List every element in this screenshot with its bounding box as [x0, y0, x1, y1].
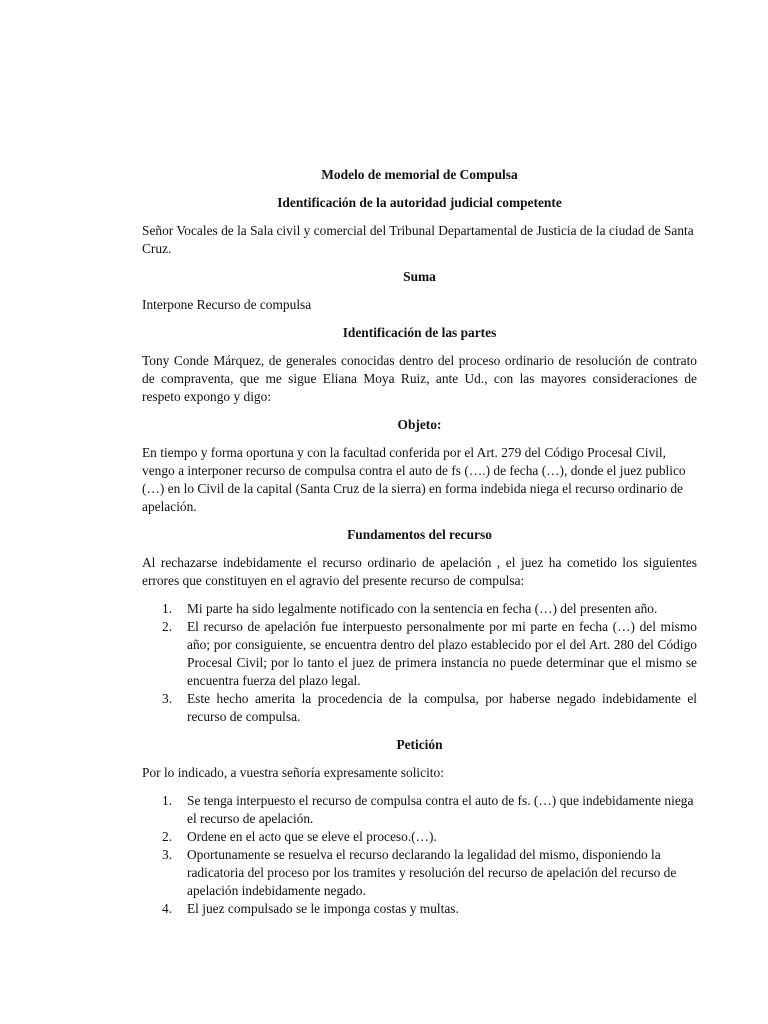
list-item: [142, 900, 697, 918]
list-item: [142, 828, 697, 846]
fundamentos-heading: Fundamentos del recurso: [347, 527, 492, 542]
list-item: [142, 846, 697, 900]
document-page: [142, 166, 697, 928]
peticion-paragraph: Por lo indicado, a vuestra señoría expresamente solicito:: [142, 765, 444, 780]
list-number: 4.: [162, 901, 173, 916]
document-title: Modelo de memorial de Compulsa: [321, 167, 518, 182]
authority-paragraph: Señor Vocales de la Sala civil y comercial del Tribunal Departamental de Justicia de la ciudad de Santa Cruz.: [142, 223, 694, 256]
list-number: 2.: [162, 619, 173, 634]
peticion-heading: Petición: [396, 737, 443, 752]
list-item-text: Ordene en el acto que se eleve el proceso.(…).: [187, 829, 437, 844]
list-item-text: Oportunamente se resuelva el recurso declarando la legalidad del mismo, disponiendo la radicatoria del proceso por los tramites y resolución del recurso de apelación del recurso de apelación indebidamente negado.: [187, 847, 677, 898]
authority-heading: Identificación de la autoridad judicial competente: [277, 195, 562, 210]
list-number: 3.: [162, 847, 173, 862]
list-number: 3.: [162, 691, 173, 706]
suma-heading: Suma: [403, 269, 436, 284]
list-item-text: El juez compulsado se le imponga costas y multas.: [187, 901, 459, 916]
objeto-paragraph: En tiempo y forma oportuna y con la facultad conferida por el Art. 279 del Código Procesal Civil, vengo a interponer recurso de compulsa contra el auto de fs (….) de fecha (…), donde el juez publico (…) en lo Civil de la capital (Santa Cruz de la sierra) en forma indebida niega el recurso ordinario de apelación.: [142, 445, 686, 514]
list-number: 2.: [162, 829, 173, 844]
list-item-text: Se tenga interpuesto el recurso de compulsa contra el auto de fs. (…) que indebidamente niega el recurso de apelación.: [187, 793, 694, 826]
parties-paragraph: Tony Conde Márquez, de generales conocidas dentro del proceso ordinario de resolución de contrato de compraventa, que me sigue Eliana Moya Ruiz, ante Ud., con las mayores consideraciones de respeto expongo y digo:: [142, 353, 697, 404]
list-number: 1.: [162, 601, 173, 616]
parties-heading: Identificación de las partes: [342, 325, 497, 340]
objeto-heading: Objeto:: [397, 417, 442, 432]
fundamentos-list: [142, 600, 697, 726]
suma-paragraph: Interpone Recurso de compulsa: [142, 297, 312, 312]
list-number: 1.: [162, 793, 173, 808]
list-item: [142, 600, 697, 618]
fundamentos-paragraph: Al rechazarse indebidamente el recurso ordinario de apelación , el juez ha cometido los siguientes errores que constituyen en el agravio del presente recurso de compulsa:: [142, 555, 697, 588]
list-item: [142, 690, 697, 726]
peticion-list: [142, 792, 697, 918]
list-item-text: Este hecho amerita la procedencia de la compulsa, por haberse negado indebidamente el recurso de compulsa.: [187, 691, 697, 724]
list-item: [142, 618, 697, 690]
list-item: [142, 792, 697, 828]
list-item-text: Mi parte ha sido legalmente notificado con la sentencia en fecha (…) del presenten año.: [187, 601, 658, 616]
list-item-text: El recurso de apelación fue interpuesto personalmente por mi parte en fecha (…) del mismo año; por consiguiente, se encuentra dentro del plazo establecido por el del Art. 280 del Código Procesal Civil; por lo tanto el juez de primera instancia no puede determinar que el mismo se encuentra fuerza del plazo legal.: [187, 619, 697, 688]
